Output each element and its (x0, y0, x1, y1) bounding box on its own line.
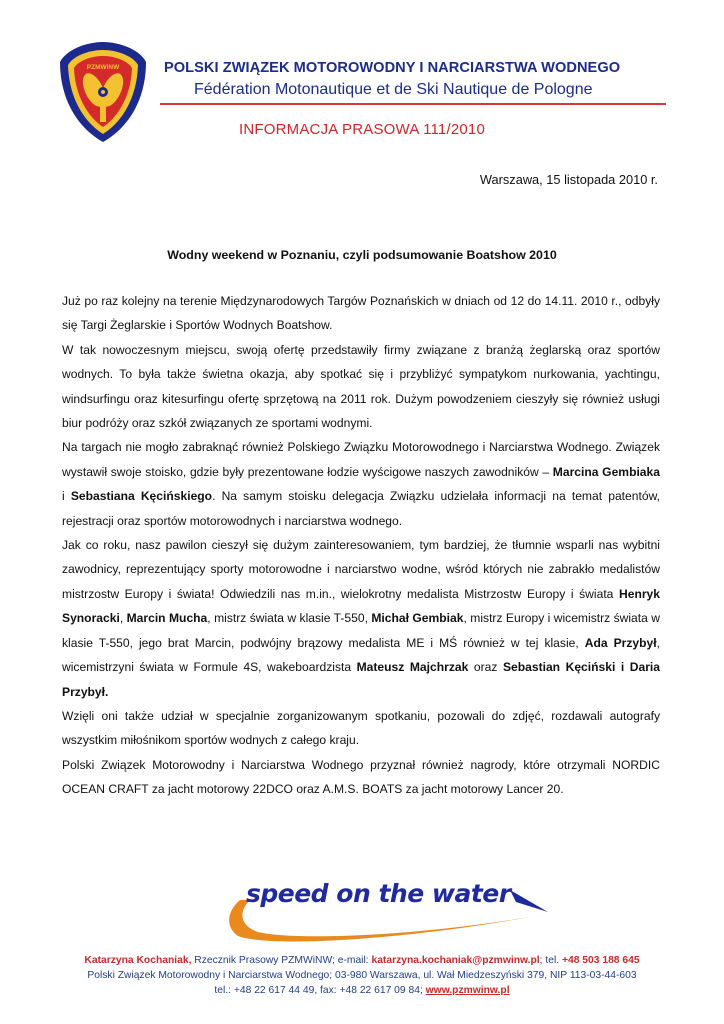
paragraph-2: W tak nowoczesnym miejscu, swoją ofertę przedstawiły firmy związane z branżą żeglarską oraz sportów wodnych. To była także świetna okazja, aby spotkać się i przybliżyć sympatykom nurkowania, yachtingu, windsurfingu oraz kitesurfingu ofertę sprzętową na 2011 rok. Dużym powodzeniem cieszyły się również usługi biur podróży oraz szkół związanych ze sportami wodnymi. (62, 342, 660, 431)
spokesperson-phone: +48 503 188 645 (561, 955, 640, 966)
paragraph-6: Polski Związek Motorowodny i Narciarstwa Wodnego przyznał również nagrody, które otrzymali NORDIC OCEAN CRAFT za jacht motorowy 22DCO oraz A.M.S. BOATS za jacht motorowy Lancer 20. (62, 757, 660, 797)
logo-text: PZMWiNW (86, 64, 120, 71)
org-name-pl: POLSKI ZWIĄZEK MOTOROWODNY I NARCIARSTWA WODNEGO (164, 60, 621, 76)
spokesperson-email[interactable]: katarzyna.kochaniak@pzmwinw.pl (371, 955, 540, 966)
p3-text-2: i (62, 489, 71, 504)
p3-text-1: Na targach nie mogło zabraknąć również Polskiego Związku Motorowodnego i Narciarstwa Wodnego. Związek wystawił swoje stoisko, gdzie były prezentowane łodzie wyścigowe naszych zawodników – (62, 440, 660, 479)
name-marcin-gembiak: Marcina Gembiaka (552, 464, 660, 479)
name-marcin-mucha: Marcin Mucha (126, 611, 208, 626)
office-contact: tel.: +48 22 617 44 49, fax: +48 22 617 09 84; (214, 985, 426, 996)
spokesperson-name: Katarzyna Kochaniak, (84, 955, 192, 966)
name-michal-gembiak: Michał Gembiak (371, 611, 464, 626)
p4-text-6: oraz (468, 660, 503, 675)
p3-text-3: . Na samym stoisku delegacja Związku udzielała informacji na temat patentów, rejestracji oraz sportów motorowodnych i narciarstwa wodnego. (62, 489, 660, 528)
paragraph-4 (62, 533, 660, 704)
footer-line-3 (0, 983, 724, 998)
header-divider (160, 103, 666, 105)
org-name-fr: Fédération Motonautique et de Ski Nautique de Pologne (194, 81, 593, 98)
p4-text-2: , (119, 611, 127, 626)
p4-text-3: , mistrz świata w klasie T-550, (207, 611, 372, 626)
p4-text-5: , wicemistrzyni świata w Formule 4S, wakeboardzista (62, 635, 660, 675)
footer-line-2: Polski Związek Motorowodny i Narciarstwa Wodnego; 03-980 Warszawa, ul. Wał Miedzeszyński 379, NIP 113-03-44-603 (87, 970, 637, 981)
slogan-text: speed on the water (246, 879, 511, 908)
name-mateusz-majchrzak: Mateusz Majchrzak (356, 660, 469, 675)
press-release-number: INFORMACJA PRASOWA 111/2010 (238, 121, 486, 138)
article-title: Wodny weekend w Poznaniu, czyli podsumowanie Boatshow 2010 (167, 248, 557, 262)
p4-text-1: Jak co roku, nasz pawilon cieszył się dużym zainteresowaniem, tym bardziej, że tłumnie wsparli nas wybitni zawodnicy, reprezentujący sporty motorowodne i narciarstwo wodne, wśród których nie zabrakło medalistów mistrzostw Europy i świata! Odwiedzili nas m.in., wielokrotny medalista Mistrzostw Europy i świata (62, 538, 660, 601)
name-kecinski-przybyl: Sebastian Kęciński i Daria Przybył. (62, 660, 661, 699)
name-ada-przybyl: Ada Przybył (584, 635, 657, 650)
name-sebastian-kecinski: Sebastiana Kęcińskiego (70, 489, 213, 504)
footer (0, 953, 724, 998)
p4-text-4: , mistrz Europy i wicemistrz świata w klasie T-550, jego brat Marcin, podwójny brązowy medalista ME i MŚ również w tej klasie, (62, 611, 661, 650)
tel-label: ; tel. (539, 955, 562, 966)
article-body (62, 289, 660, 802)
website-link[interactable]: www.pzmwinw.pl (425, 985, 510, 996)
paragraph-1: Już po raz kolejny na terenie Międzynarodowych Targów Poznańskich w dniach od 12 do 14.11. 2010 r., odbyły się Targi Żeglarskie i Sportów Wodnych Boatshow. (62, 294, 660, 333)
name-henryk-synoracki: Henryk Synoracki (62, 586, 660, 626)
paragraph-3 (62, 435, 660, 533)
document-date: Warszawa, 15 listopada 2010 r. (479, 172, 658, 187)
footer-line-1 (0, 953, 724, 968)
slogan-graphic (210, 876, 550, 948)
spokesperson-role: Rzecznik Prasowy PZMWiNW; e-mail: (191, 955, 372, 966)
paragraph-5: Wzięli oni także udział w specjalnie zorganizowanym spotkaniu, pozowali do zdjęć, rozdawali autografy wszystkim miłośnikom sportów wodnych z całego kraju. (62, 708, 660, 748)
